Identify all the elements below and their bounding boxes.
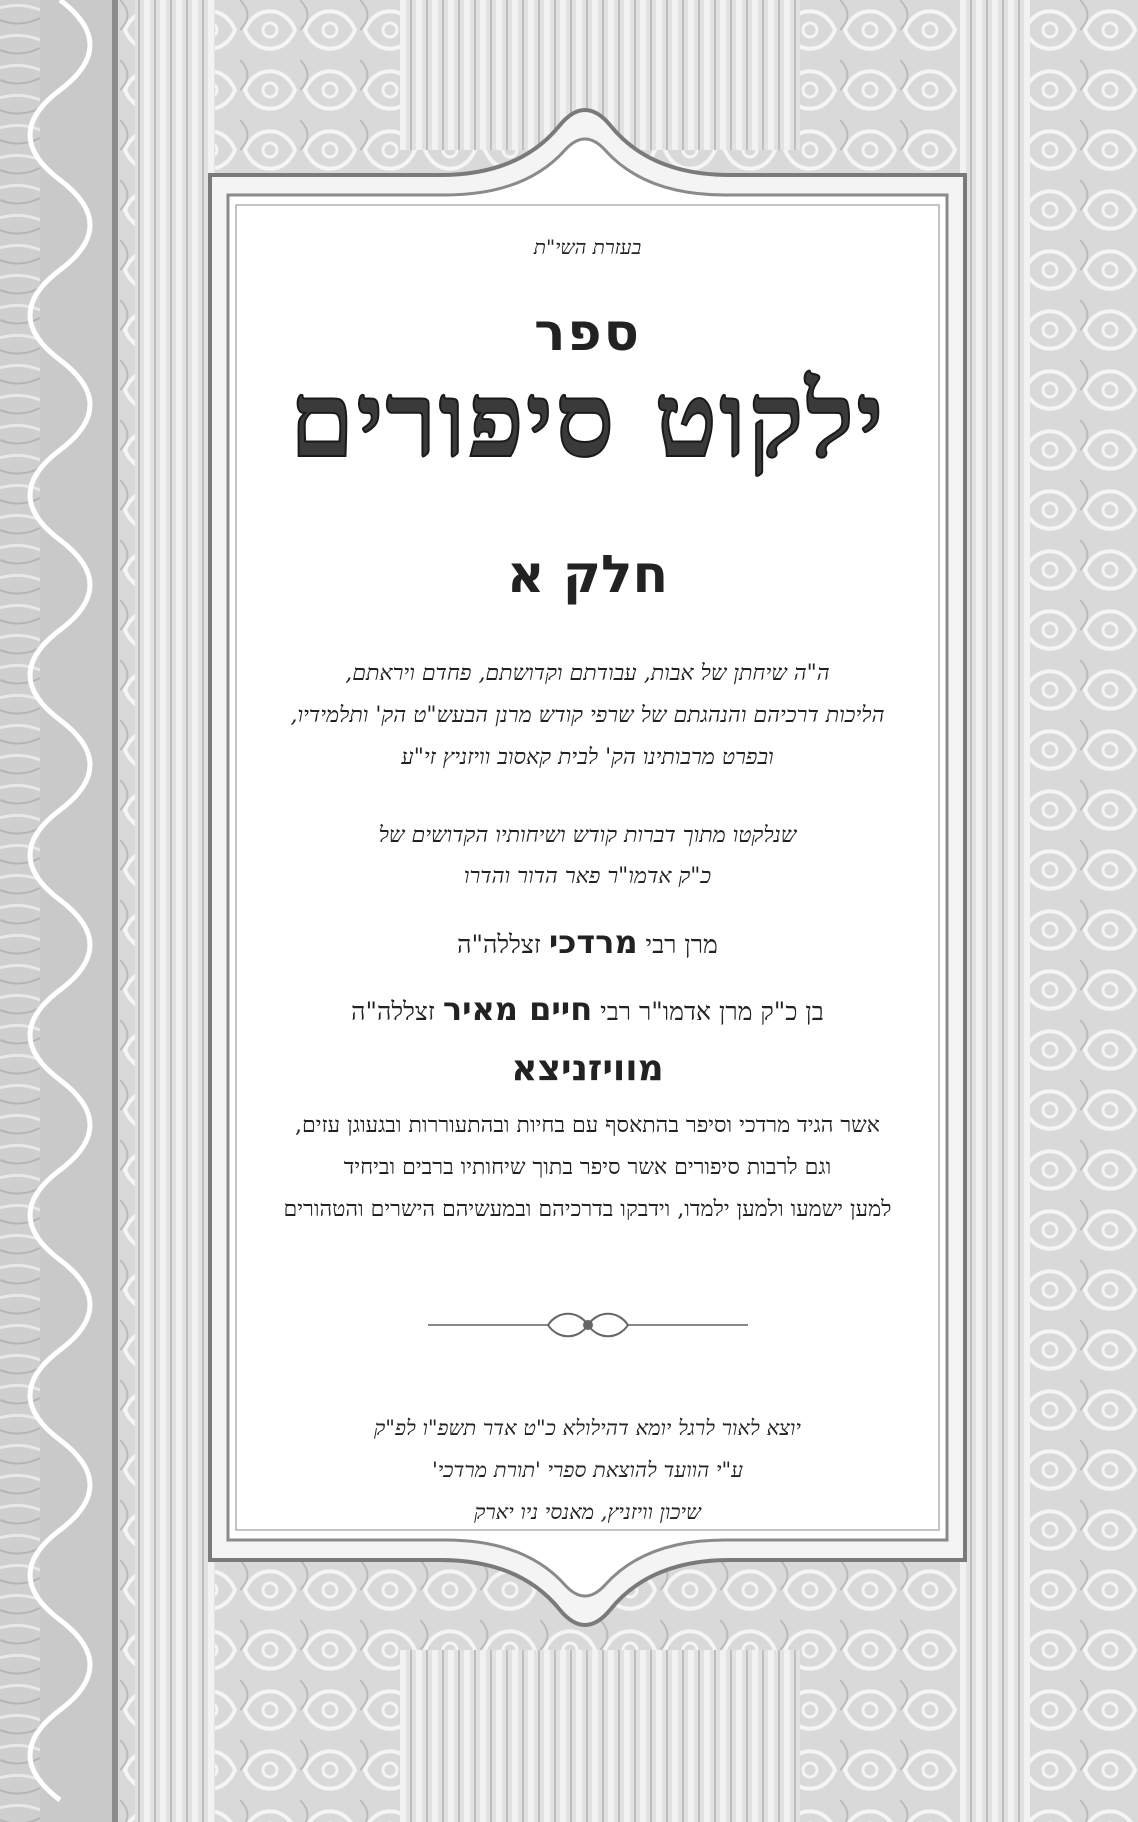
collected-line: כ"ק אדמו"ר פאר הדור והדרו — [463, 864, 712, 889]
scallop-border — [40, 0, 116, 1822]
publication-line: שיכון וויזניץ, מאנסי ניו יארק — [474, 1500, 701, 1524]
description-line: למען ישמעו ולמען ילמדו, וידבקו בדרכיהם ובמעשיהם הישרים והטהורים — [283, 1197, 892, 1222]
intro-line: הליכות דרכיהם והנהגתם של שרפי קודש מרנן הבעש"ט הק' ותלמידיו, — [290, 703, 885, 728]
intro-line: ובפרט מרבותינו הק' לבית קאסוב וויזניץ זי"ע — [401, 745, 774, 770]
rabbi-prefix: בן כ"ק מרן אדמו"ר רבי — [600, 997, 824, 1026]
volume-label: חלק א — [506, 545, 669, 605]
rabbi-name: חיים מאיר — [442, 990, 593, 1028]
description-line: אשר הגיד מרדכי וסיפר בהתאסף עם בחיות ובהתעוררות ובגעוגן עזים, — [295, 1113, 880, 1138]
sefer-label: ספר — [534, 303, 641, 363]
rabbi-suffix: זצללה"ה — [351, 997, 435, 1026]
stripe-band-left — [135, 0, 215, 1822]
stripe-band-bottom — [400, 1650, 800, 1822]
rabbi-name: מרדכי — [548, 923, 638, 961]
rabbi-line-2 — [233, 990, 942, 1028]
blessing-line: בעזרת השי"ת — [533, 235, 642, 259]
ornamental-divider — [428, 1305, 748, 1345]
place-name: מוויזניצא — [511, 1048, 664, 1089]
description-line: וגם לרבות סיפורים אשר סיפר בתוך שיחותיו ברבים וביחיד — [343, 1155, 832, 1180]
rabbi-prefix: מרן רבי — [645, 930, 718, 959]
publication-line: ע"י הוועד להוצאת ספרי 'תורת מרדכי' — [431, 1458, 744, 1482]
stripe-band-right — [960, 0, 1030, 1822]
spine-texture — [0, 0, 40, 1822]
publication-line: יוצא לאור לרגל יומא דהילולא כ"ט אדר תשפ"ו לפ"ק — [374, 1416, 801, 1440]
collected-line: שנלקטו מתוך דברות קודש ושיחותיו הקדושים של — [378, 823, 797, 848]
rabbi-line-1 — [233, 923, 942, 961]
rabbi-suffix: זצללה"ה — [457, 930, 541, 959]
book-title: ילקוט סיפורים — [289, 358, 886, 481]
intro-line: ה"ה שיחתן של אבות, עבודתם וקדושתם, פחדם ויראתם, — [345, 661, 830, 686]
title-page-panel — [233, 200, 942, 1545]
